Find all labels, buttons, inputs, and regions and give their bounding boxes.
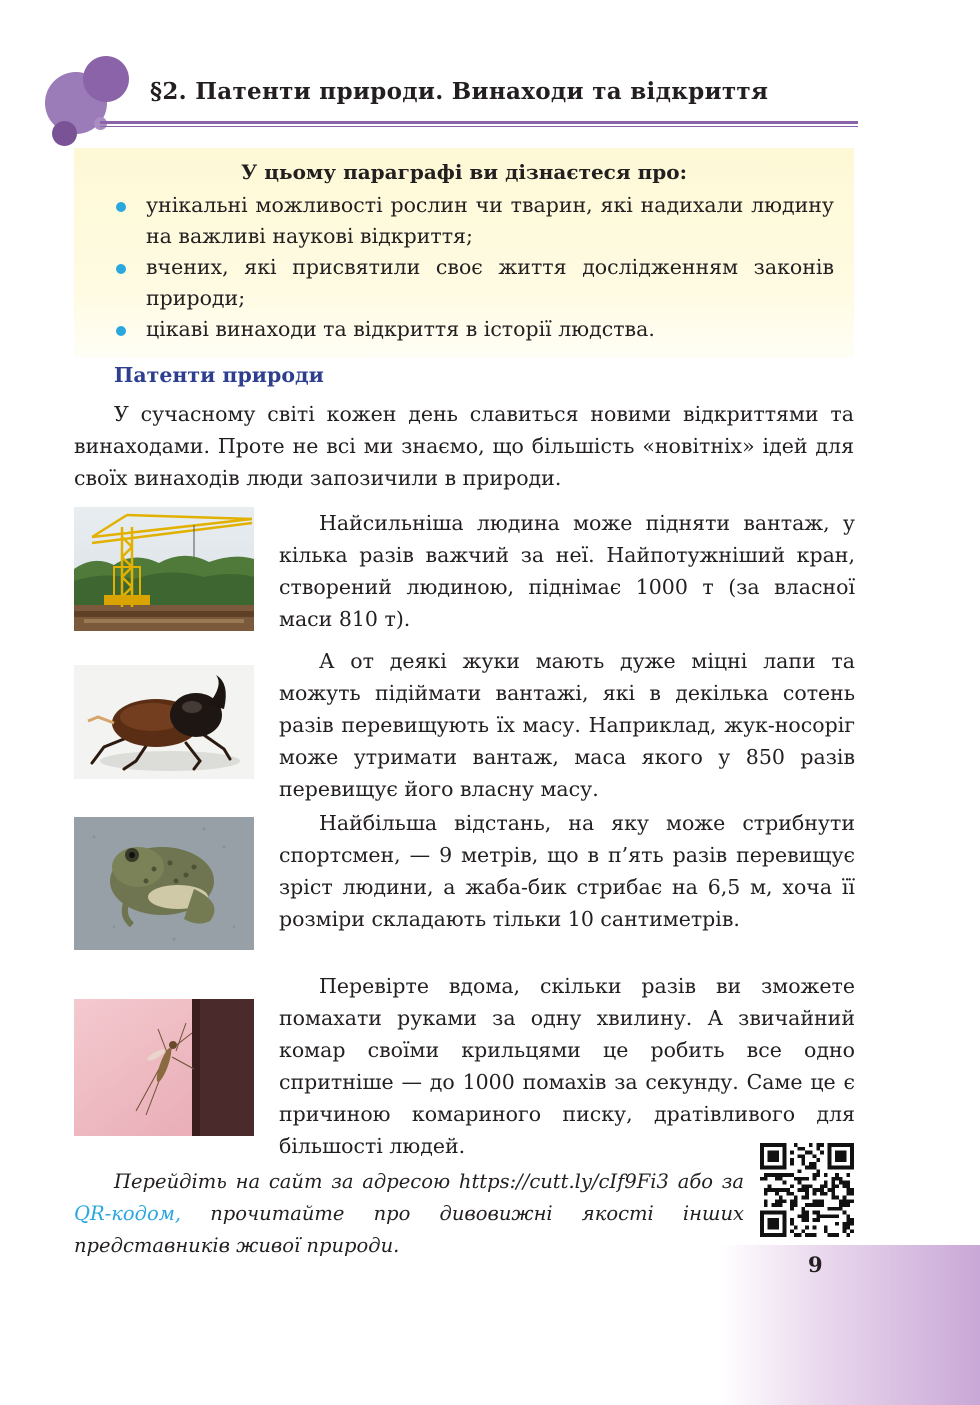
mosquito-photo <box>74 999 254 1136</box>
frog-paragraph: Найбільша відстань, на яку може стрибнути спортсмен, — 9 метрів, що в п’ять разів перевищує зріст людини, а жаба-бик стрибає на 6,5 м, хоча її розміри складають тільки 10 сантиметрів. <box>279 811 855 931</box>
intro-box <box>74 148 854 358</box>
qr-code-link[interactable]: QR-кодом, <box>74 1202 182 1225</box>
bullet-icon <box>116 264 126 274</box>
title-underline-thin <box>100 126 858 127</box>
intro-paragraph: У сучасному світі кожен день славиться новими відкриттями та винаходами. Проте не всі ми знаємо, що більшість «новітніх» ідей для своїх винаходів люди запозичили в природи. <box>74 402 854 490</box>
page-number: 9 <box>808 1252 823 1277</box>
mosquito-paragraph: Перевірте вдома, скільки разів ви зможете помахати руками за одну хвилину. А звичайний комар своїми крильцями це робить все одно спритніше — до 1000 помахів за секунду. Саме це є причиною комариного писку, дратівливого для більшості людей. <box>279 974 855 1158</box>
section-subheading: Патенти природи <box>114 363 324 387</box>
decor-circle-top <box>83 56 129 102</box>
qr-note: Перейдіть на сайт за адресою https://cutt.ly/cIf9Fi3 або за QR-кодом, прочитайте про дивовижні якості інших представників живої природи. <box>74 1170 744 1257</box>
bullet-icon <box>116 326 126 336</box>
decor-circle-small <box>52 121 77 146</box>
intro-list <box>114 190 834 345</box>
list-item: цікаві винаходи та відкриття в історії людства. <box>114 314 834 345</box>
beetle-paragraph: А от деякі жуки мають дуже міцні лапи та можуть підіймати вантажі, які в декілька сотень разів перевищують їх масу. Наприклад, жук-носоріг може утримати вантаж, маса якого у 850 разів перевищує його власну масу. <box>279 649 855 801</box>
page-number-band <box>720 1245 980 1405</box>
beetle-photo <box>74 665 254 779</box>
title-underline <box>100 121 858 124</box>
page-title: §2. Патенти природи. Винаходи та відкриття <box>150 78 769 105</box>
intro-box-heading: У цьому параграфі ви дізнаєтеся про: <box>241 160 687 184</box>
list-item: унікальні можливості рослин чи тварин, які надихали людину на важливі наукові відкриття; <box>114 190 834 252</box>
list-item: вчених, які присвятили своє життя дослідженням законів природи; <box>114 252 834 314</box>
frog-photo <box>74 817 254 950</box>
crane-paragraph: Найсильніша людина може підняти вантаж, у кілька разів важчий за неї. Найпотужніший кран, створений людиною, піднімає 1000 т (за власної маси 810 т). <box>279 511 855 631</box>
bullet-icon <box>116 202 126 212</box>
qr-code-icon[interactable] <box>760 1143 854 1237</box>
crane-photo <box>74 507 254 631</box>
